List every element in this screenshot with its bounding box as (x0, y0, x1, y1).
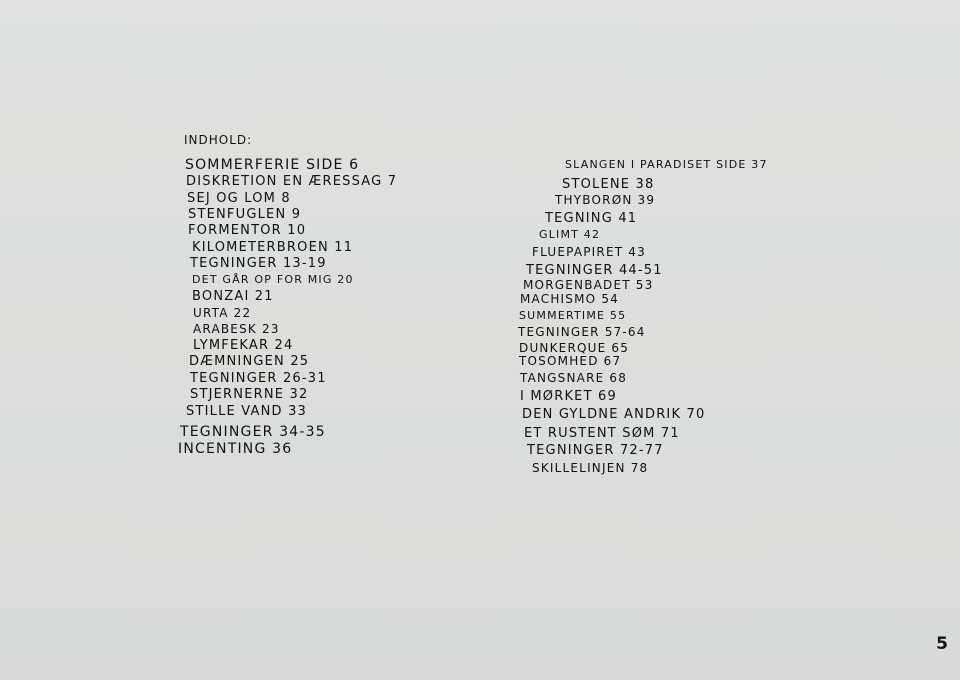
toc-entry-right-19: SKILLELINJEN 78 (532, 461, 649, 475)
toc-entry-right-5: GLIMT 42 (539, 228, 601, 241)
toc-entry-right-8: MORGENBADET 53 (523, 278, 654, 292)
toc-entry-right-3: THYBORØN 39 (555, 193, 656, 207)
toc-entry-left-2: DISKRETION EN ÆRESSAG 7 (186, 174, 398, 189)
page-number: 5 (936, 634, 948, 654)
toc-entry-left-7: TEGNINGER 13-19 (190, 256, 327, 271)
toc-entry-right-10: SUMMERTIME 55 (519, 309, 627, 322)
toc-entry-right-12: DUNKERQUE 65 (519, 341, 630, 355)
toc-entry-left-13: DÆMNINGEN 25 (189, 354, 310, 369)
toc-entry-left-18: INCENTING 36 (178, 441, 293, 457)
toc-entry-right-2: STOLENE 38 (562, 177, 655, 192)
toc-entry-right-16: DEN GYLDNE ANDRIK 70 (522, 407, 706, 422)
toc-entry-right-7: TEGNINGER 44-51 (526, 263, 663, 278)
toc-entry-left-10: URTA 22 (193, 306, 252, 320)
toc-entry-left-1: SOMMERFERIE SIDE 6 (185, 157, 360, 173)
toc-entry-right-1: SLANGEN I PARADISET SIDE 37 (565, 158, 768, 171)
toc-entry-left-17: TEGNINGER 34-35 (180, 424, 326, 440)
toc-entry-right-18: TEGNINGER 72-77 (527, 443, 664, 458)
toc-entry-left-5: FORMENTOR 10 (188, 223, 307, 238)
toc-entry-left-16: STILLE VAND 33 (186, 404, 308, 419)
toc-entry-right-13: TOSOMHED 67 (519, 354, 622, 368)
toc-entry-left-3: SEJ OG LOM 8 (187, 191, 291, 206)
toc-entry-right-6: FLUEPAPIRET 43 (532, 245, 646, 259)
toc-entry-left-14: TEGNINGER 26-31 (190, 371, 327, 386)
toc-entry-right-17: ET RUSTENT SØM 71 (524, 426, 680, 441)
toc-entry-right-9: MACHISMO 54 (520, 292, 619, 306)
contents-heading: INDHOLD: (184, 133, 253, 147)
toc-entry-right-11: TEGNINGER 57-64 (518, 325, 646, 339)
toc-entry-right-14: TANGSNARE 68 (520, 371, 628, 385)
toc-entry-left-15: STJERNERNE 32 (190, 387, 309, 402)
toc-entry-left-11: ARABESK 23 (193, 322, 280, 336)
toc-entry-left-12: LYMFEKAR 24 (193, 338, 294, 353)
toc-entry-left-9: BONZAI 21 (192, 289, 274, 304)
toc-entry-left-4: STENFUGLEN 9 (188, 207, 302, 222)
toc-entry-left-6: KILOMETERBROEN 11 (192, 240, 354, 255)
toc-entry-right-15: I MØRKET 69 (520, 389, 618, 404)
toc-entry-left-8: DET GÅR OP FOR MIG 20 (192, 273, 354, 286)
toc-entry-right-4: TEGNING 41 (545, 211, 638, 226)
